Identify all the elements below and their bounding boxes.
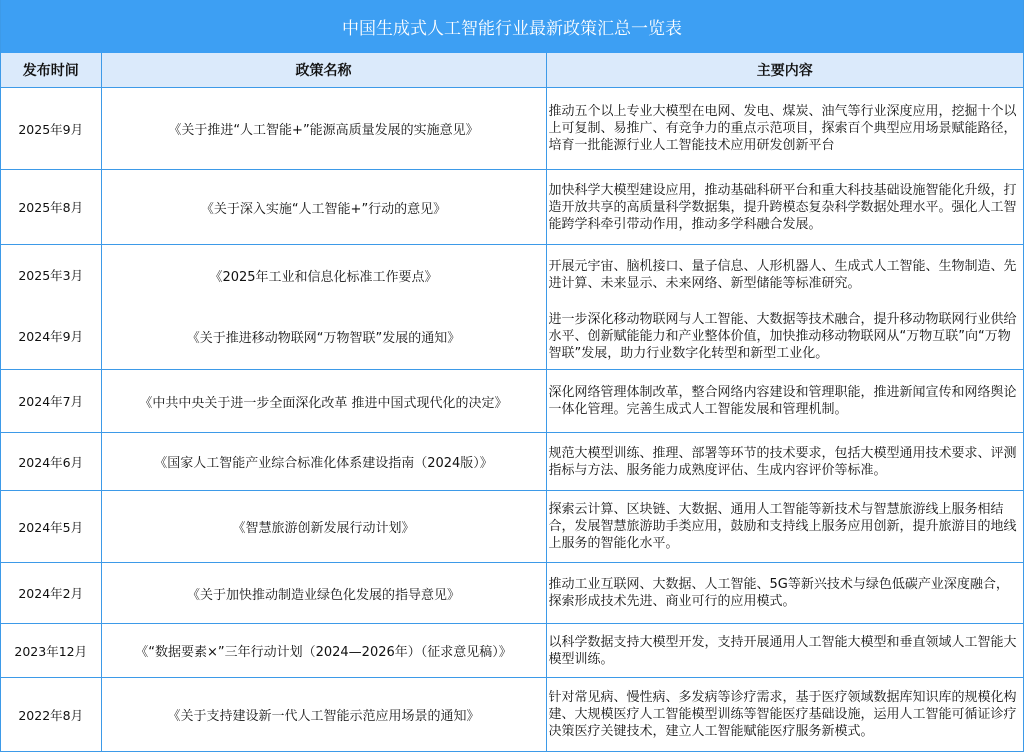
row-policy-name: 《国家人工智能产业综合标准化体系建设指南（2024版）》 xyxy=(101,433,546,491)
row-content: 推动五个以上专业大模型在电网、发电、煤炭、油气等行业深度应用，挖掘十个以上可复制、易推广、有竞争力的重点示范项目，探索百个典型应用场景赋能路径，培育一批能源行业人工智能技术应用研发创新平台 xyxy=(546,88,1023,170)
row-content: 进一步深化移动物联网与人工智能、大数据等技术融合，提升移动物联网行业供给水平、创新赋能能力和产业整体价值，加快推动移动物联网从“万物互联”向“万物智联”发展，助力行业数字化转型和新型工业化。 xyxy=(548,311,1017,361)
header-date: 发布时间 xyxy=(1,53,101,88)
row-content: 推动工业互联网、大数据、人工智能、5G等新兴技术与绿色低碳产业深度融合，探索形成技术先进、商业可行的应用模式。 xyxy=(546,563,1023,624)
row-policy-name: 《关于支持建设新一代人工智能示范应用场景的通知》 xyxy=(101,678,546,752)
row-content: 探索云计算、区块链、大数据、通用人工智能等新技术与智慧旅游线上服务相结合，发展智慧旅游助手类应用，鼓励和支持线上服务应用创新，提升旅游目的地线上服务的智能化水平。 xyxy=(546,491,1023,563)
row-content: 以科学数据支持大模型开发，支持开展通用人工智能大模型和垂直领域人工智能大模型训练。 xyxy=(546,624,1023,678)
row-policy-name: 《2025年工业和信息化标准工作要点》 xyxy=(209,269,438,285)
row-policy-name: 《智慧旅游创新发展行动计划》 xyxy=(101,491,546,563)
row-date: 2025年8月 xyxy=(1,170,101,245)
row-policy-name-merged xyxy=(101,245,546,370)
row-policy-name: 《“数据要素×”三年行动计划（2024—2026年）（征求意见稿）》 xyxy=(101,624,546,678)
row-date: 2024年2月 xyxy=(1,563,101,624)
table-row-merged xyxy=(1,245,1023,370)
row-policy-name: 《关于推进移动物联网“万物智联”发展的通知》 xyxy=(186,330,461,346)
table-row xyxy=(1,491,1023,563)
row-date: 2024年7月 xyxy=(1,370,101,433)
row-date: 2022年8月 xyxy=(1,678,101,752)
table-row xyxy=(1,563,1023,624)
table-row xyxy=(1,678,1023,752)
row-content: 深化网络管理体制改革，整合网络内容建设和管理职能，推进新闻宣传和网络舆论一体化管理。完善生成式人工智能发展和管理机制。 xyxy=(546,370,1023,433)
row-policy-name: 《关于加快推动制造业绿色化发展的指导意见》 xyxy=(101,563,546,624)
table-row xyxy=(1,433,1023,491)
table-row xyxy=(1,88,1023,170)
row-date: 2025年3月 xyxy=(18,268,84,283)
table-title: 中国生成式人工智能行业最新政策汇总一览表 xyxy=(1,0,1023,53)
row-date-merged xyxy=(1,245,101,370)
row-content-merged xyxy=(546,245,1023,370)
row-content: 规范大模型训练、推理、部署等环节的技术要求，包括大模型通用技术要求、评测指标与方法、服务能力成熟度评估、生成内容评价等标准。 xyxy=(546,433,1023,491)
row-content: 开展元宇宙、脑机接口、量子信息、人形机器人、生成式人工智能、生物制造、先进计算、未来显示、未来网络、新型储能等标准研究。 xyxy=(548,259,1017,291)
table-row xyxy=(1,170,1023,245)
row-date: 2024年6月 xyxy=(1,433,101,491)
row-date: 2023年12月 xyxy=(1,624,101,678)
row-policy-name: 《中共中央关于进一步全面深化改革 推进中国式现代化的决定》 xyxy=(101,370,546,433)
row-date: 2024年5月 xyxy=(1,491,101,563)
table-row xyxy=(1,370,1023,433)
row-policy-name: 《关于深入实施“人工智能+”行动的意见》 xyxy=(101,170,546,245)
header-policy-name: 政策名称 xyxy=(101,53,546,88)
row-policy-name: 《关于推进“人工智能+”能源高质量发展的实施意见》 xyxy=(101,88,546,170)
row-date: 2025年9月 xyxy=(1,88,101,170)
table-header-row xyxy=(1,53,1023,88)
policy-table xyxy=(1,53,1023,752)
header-main-content: 主要内容 xyxy=(546,53,1023,88)
table-row xyxy=(1,624,1023,678)
row-content: 加快科学大模型建设应用，推动基础科研平台和重大科技基础设施智能化升级，打造开放共享的高质量科学数据集，提升跨模态复杂科学数据处理水平。强化人工智能跨学科牵引带动作用，推动多学科融合发展。 xyxy=(546,170,1023,245)
row-date: 2024年9月 xyxy=(18,329,84,344)
row-content: 针对常见病、慢性病、多发病等诊疗需求，基于医疗领域数据库知识库的规模化构建、大规模医疗人工智能模型训练等智能医疗基础设施，运用人工智能可循证诊疗决策医疗关键技术，建立人工智能赋能医疗服务新模式。 xyxy=(546,678,1023,752)
